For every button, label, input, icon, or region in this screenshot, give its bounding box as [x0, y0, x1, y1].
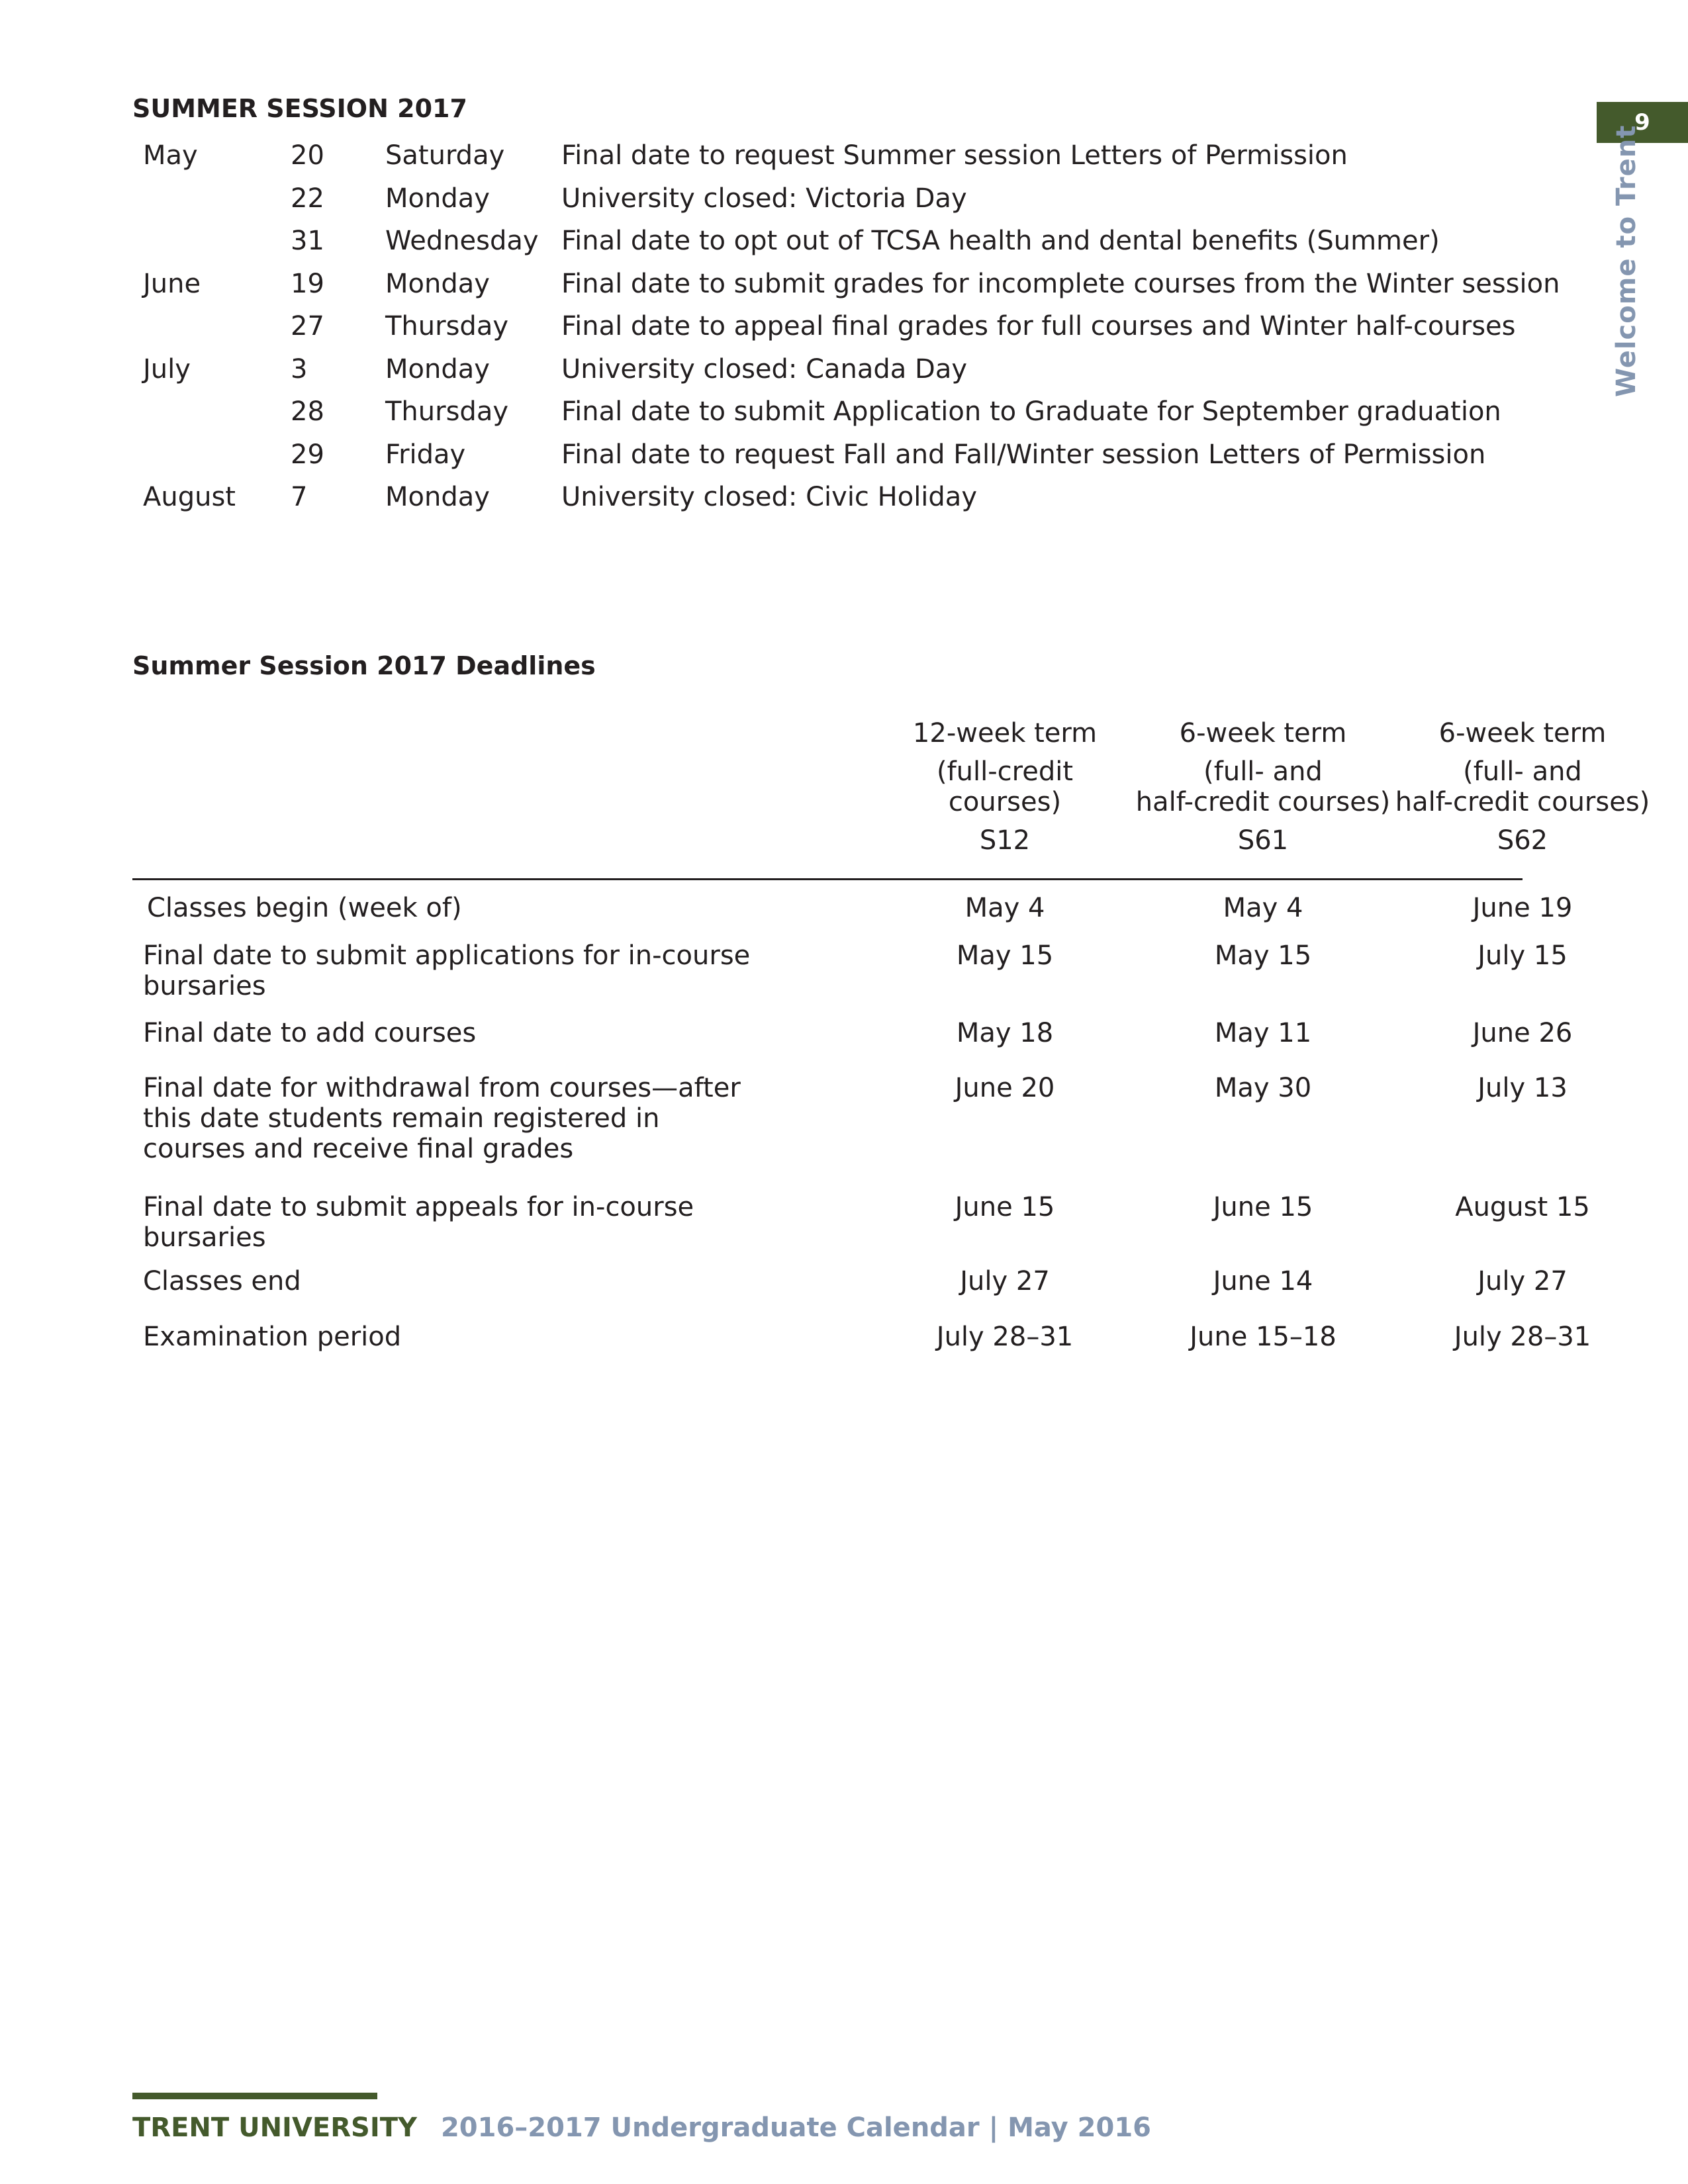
column-description: courses)	[948, 787, 1062, 817]
summer-session-title: SUMMER SESSION 2017	[132, 94, 467, 123]
event-description: Final date to opt out of TCSA health and dental benefits (Summer)	[561, 226, 1440, 256]
table-cell: June 15–18	[1190, 1322, 1336, 1352]
table-cell: July 28–31	[1454, 1322, 1591, 1352]
event-description: Final date to request Fall and Fall/Winter session Letters of Permission	[561, 439, 1486, 470]
table-cell: July 15	[1477, 940, 1568, 971]
footer-divider	[132, 2093, 377, 2099]
table-cell: August 15	[1455, 1192, 1590, 1222]
column-term: 6-week term	[1438, 718, 1607, 749]
table-cell: June 19	[1472, 893, 1573, 923]
table-cell: May 15	[1214, 940, 1312, 971]
event-description: University closed: Canada Day	[561, 353, 968, 385]
event-description: Final date to submit grades for incomplete courses from the Winter session	[561, 268, 1560, 299]
day-number: 29	[291, 439, 324, 470]
column-term: 12-week term	[912, 718, 1098, 749]
table-cell: June 15	[1213, 1192, 1313, 1222]
page-footer	[132, 2113, 1151, 2143]
event-description: Final date to appeal final grades for full courses and Winter half-courses	[561, 311, 1516, 341]
month-label: July	[143, 353, 191, 385]
column-description: half-credit courses)	[1395, 787, 1650, 817]
page-number: 9	[1597, 102, 1688, 143]
weekday-label: Thursday	[385, 396, 508, 427]
day-number: 27	[291, 311, 324, 341]
table-cell: July 28–31	[936, 1322, 1074, 1352]
day-number: 20	[291, 140, 324, 171]
event-description: University closed: Victoria Day	[561, 183, 967, 214]
row-label: Final date to add courses	[143, 1018, 477, 1048]
table-cell: June 26	[1472, 1018, 1573, 1048]
deadlines-title: Summer Session 2017 Deadlines	[132, 651, 596, 680]
table-cell: July 13	[1477, 1073, 1568, 1103]
column-description: half-credit courses)	[1135, 787, 1391, 817]
table-cell: June 14	[1213, 1266, 1313, 1297]
month-label: June	[143, 268, 201, 299]
event-description: Final date to request Summer session Letters of Permission	[561, 140, 1348, 171]
table-cell: May 4	[964, 893, 1045, 923]
column-description: (full- and	[1463, 756, 1582, 787]
table-cell: June 20	[955, 1073, 1055, 1103]
weekday-label: Thursday	[385, 311, 508, 341]
weekday-label: Monday	[385, 268, 490, 299]
table-cell: May 15	[956, 940, 1054, 971]
column-header-s62	[1390, 718, 1655, 856]
column-code: S61	[1237, 825, 1289, 856]
table-header-divider	[132, 878, 1523, 880]
table-cell: May 30	[1214, 1073, 1312, 1103]
column-code: S12	[979, 825, 1031, 856]
column-code: S62	[1497, 825, 1548, 856]
column-term: 6-week term	[1179, 718, 1347, 749]
day-number: 3	[291, 353, 308, 385]
row-label: Final date to submit applications for in-course bursaries	[143, 940, 751, 1001]
table-cell: May 4	[1223, 893, 1303, 923]
column-header-s12	[872, 718, 1137, 856]
event-description: Final date to submit Application to Graduate for September graduation	[561, 396, 1501, 427]
event-description: University closed: Civic Holiday	[561, 482, 977, 512]
month-label: August	[143, 482, 236, 512]
row-label: Final date to submit appeals for in-course bursaries	[143, 1192, 694, 1253]
day-number: 28	[291, 396, 324, 427]
column-header-s61	[1131, 718, 1395, 856]
footer-calendar-title: 2016–2017 Undergraduate Calendar | May 2016	[440, 2113, 1151, 2143]
column-description: (full-credit	[936, 756, 1074, 787]
section-side-label: Welcome to Trent	[1611, 124, 1642, 397]
weekday-label: Monday	[385, 482, 490, 512]
table-cell: May 18	[956, 1018, 1054, 1048]
row-label: Final date for withdrawal from courses—after this date students remain registered in courses and receive final grades	[143, 1073, 741, 1164]
table-cell: July 27	[1477, 1266, 1568, 1297]
row-label: Classes begin (week of)	[147, 893, 462, 923]
month-label: May	[143, 140, 198, 171]
weekday-label: Wednesday	[385, 226, 539, 256]
weekday-label: Friday	[385, 439, 466, 470]
weekday-label: Monday	[385, 183, 490, 214]
row-label: Classes end	[143, 1266, 301, 1297]
table-cell: June 15	[955, 1192, 1055, 1222]
weekday-label: Saturday	[385, 140, 505, 171]
table-cell: May 11	[1214, 1018, 1312, 1048]
day-number: 22	[291, 183, 324, 214]
row-label: Examination period	[143, 1322, 402, 1352]
day-number: 31	[291, 226, 324, 256]
table-cell: July 27	[960, 1266, 1050, 1297]
column-description: (full- and	[1203, 756, 1323, 787]
day-number: 19	[291, 268, 324, 299]
day-number: 7	[291, 482, 308, 512]
weekday-label: Monday	[385, 353, 490, 385]
footer-university: TRENT UNIVERSITY	[132, 2113, 417, 2143]
